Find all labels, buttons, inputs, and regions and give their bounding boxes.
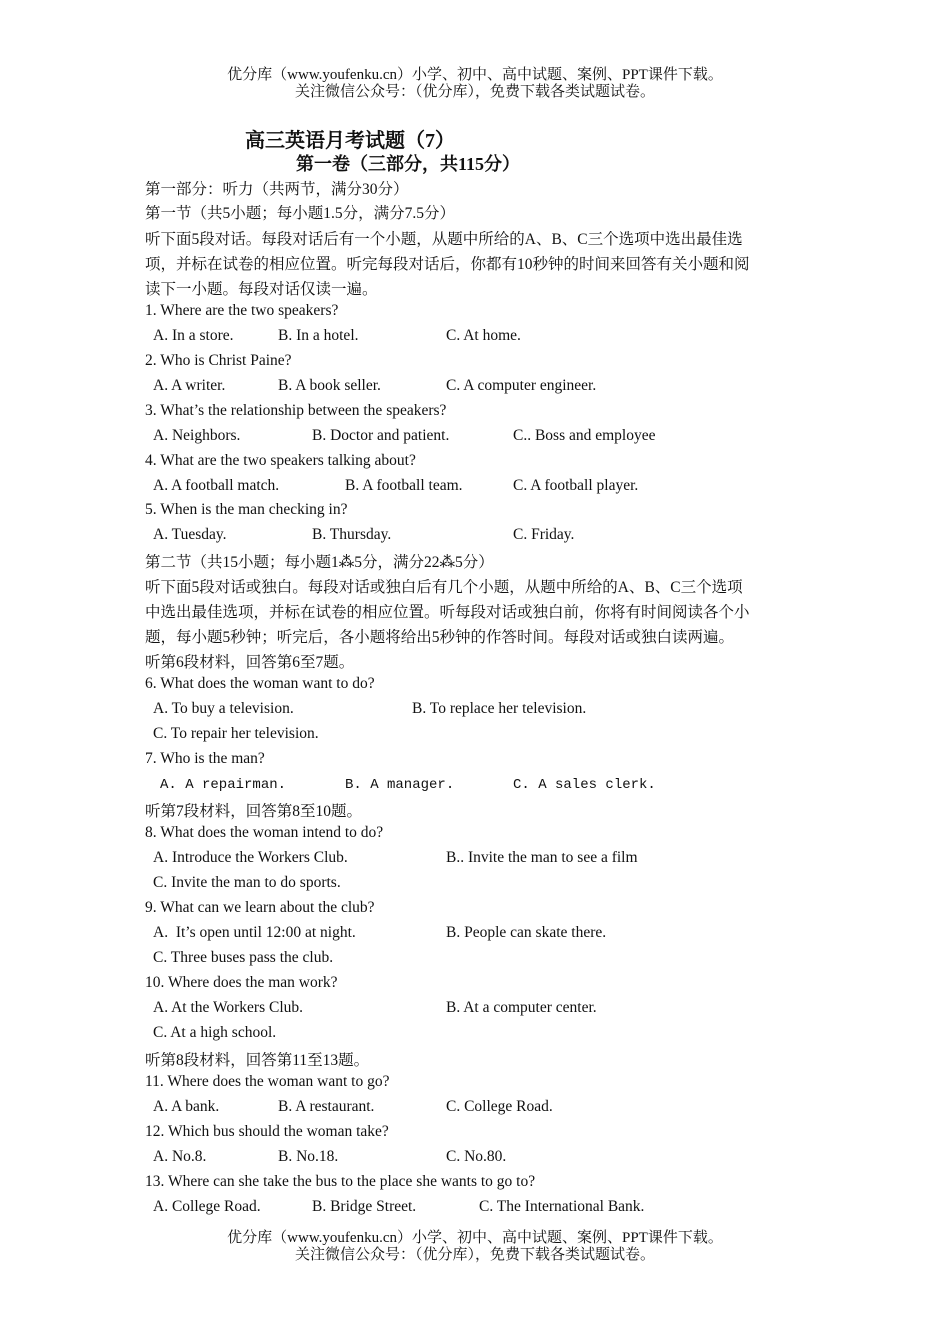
q3-option-b: B. Doctor and patient.	[312, 427, 450, 444]
question-2: 2. Who is Christ Paine?	[145, 352, 292, 369]
q3-option-c: C.. Boss and employee	[513, 427, 656, 444]
section2-instruction-3: 题，每小题5秒钟；听完后，各小题将给出5秒钟的作答时间。每段对话或独白读两遍。	[145, 629, 735, 646]
q7-option-b: B. A manager.	[345, 777, 455, 793]
q6-option-a: A. To buy a television.	[153, 700, 294, 717]
material-8-heading: 听第8段材料，回答第11至13题。	[145, 1052, 370, 1069]
q10-option-a: A. At the Workers Club.	[153, 999, 304, 1016]
q6-option-c: C. To repair her television.	[153, 725, 319, 742]
q4-option-c: C. A football player.	[513, 477, 639, 494]
q9-option-a: A. It’s open until 12:00 at night.	[153, 924, 356, 941]
q8-option-b: B.. Invite the man to see a film	[446, 849, 638, 866]
question-6: 6. What does the woman want to do?	[145, 675, 375, 692]
section1-instruction-2: 项，并标在试卷的相应位置。听完每段对话后，你都有10秒钟的时间来回答有关小题和阅	[145, 256, 750, 273]
section1-heading: 第一节（共5小题；每小题1.5分，满分7.5分）	[145, 205, 456, 222]
q13-option-a: A. College Road.	[153, 1198, 261, 1215]
q3-option-a: A. Neighbors.	[153, 427, 241, 444]
section2-instruction-2: 中选出最佳选项，并标在试卷的相应位置。听每段对话或独白前，你将有时间阅读各个小	[145, 604, 750, 621]
q12-option-c: C. No.80.	[446, 1148, 507, 1165]
q2-option-a: A. A writer.	[153, 377, 226, 394]
question-3: 3. What’s the relationship between the speakers?	[145, 402, 447, 419]
q9-option-c: C. Three buses pass the club.	[153, 949, 334, 966]
question-1: 1. Where are the two speakers?	[145, 302, 339, 319]
question-13: 13. Where can she take the bus to the place she wants to go to?	[145, 1173, 536, 1190]
q1-option-a: A. In a store.	[153, 327, 234, 344]
section2-instruction-1: 听下面5段对话或独白。每段对话或独白后有几个小题，从题中所给的A、B、C三个选项	[145, 579, 743, 596]
section2-heading: 第二节（共15小题；每小题1⁂5分，满分22⁂5分）	[145, 554, 494, 571]
q2-option-c: C. A computer engineer.	[446, 377, 597, 394]
header-line-2: 关注微信公众号：（优分库），免费下载各类试题试卷。	[294, 84, 655, 100]
q11-option-a: A. A bank.	[153, 1098, 220, 1115]
material-6-heading: 听第6段材料，回答第6至7题。	[145, 654, 355, 671]
question-9: 9. What can we learn about the club?	[145, 899, 375, 916]
q9-option-b: B. People can skate there.	[446, 924, 607, 941]
part-heading: 第一部分：听力（共两节，满分30分）	[145, 181, 409, 198]
question-7: 7. Who is the man?	[145, 750, 265, 767]
q4-option-b: B. A football team.	[345, 477, 463, 494]
q8-option-a: A. Introduce the Workers Club.	[153, 849, 348, 866]
question-11: 11. Where does the woman want to go?	[145, 1073, 390, 1090]
q5-option-b: B. Thursday.	[312, 526, 392, 543]
footer-line-2: 关注微信公众号：（优分库），免费下载各类试题试卷。	[294, 1247, 655, 1263]
q12-option-b: B. No.18.	[278, 1148, 339, 1165]
q1-option-c: C. At home.	[446, 327, 521, 344]
q12-option-a: A. No.8.	[153, 1148, 207, 1165]
q8-option-c: C. Invite the man to do sports.	[153, 874, 341, 891]
q11-option-b: B. A restaurant.	[278, 1098, 375, 1115]
footer-line-1: 优分库（www.youfenku.cn）小学、初中、高中试题、案例、PPT课件下载。	[227, 1230, 723, 1246]
page-title: 高三英语月考试题（7）	[245, 130, 455, 152]
q5-option-a: A. Tuesday.	[153, 526, 227, 543]
q7-option-c: C. A sales clerk.	[513, 777, 656, 793]
question-12: 12. Which bus should the woman take?	[145, 1123, 389, 1140]
q5-option-c: C. Friday.	[513, 526, 575, 543]
q10-option-b: B. At a computer center.	[446, 999, 597, 1016]
section1-instruction-3: 读下一小题。每段对话仅读一遍。	[145, 281, 378, 298]
q1-option-b: B. In a hotel.	[278, 327, 359, 344]
material-7-heading: 听第7段材料，回答第8至10题。	[145, 803, 363, 820]
q13-option-b: B. Bridge Street.	[312, 1198, 417, 1215]
footer	[0, 1230, 950, 1264]
header-line-1: 优分库（www.youfenku.cn）小学、初中、高中试题、案例、PPT课件下载。	[227, 67, 723, 83]
q2-option-b: B. A book seller.	[278, 377, 381, 394]
section1-instruction-1: 听下面5段对话。每段对话后有一个小题，从题中所给的A、B、C三个选项中选出最佳选	[145, 231, 743, 248]
q13-option-c: C. The International Bank.	[479, 1198, 645, 1215]
q11-option-c: C. College Road.	[446, 1098, 553, 1115]
header	[0, 67, 950, 101]
question-8: 8. What does the woman intend to do?	[145, 824, 384, 841]
question-5: 5. When is the man checking in?	[145, 501, 348, 518]
q6-option-b: B. To replace her television.	[412, 700, 587, 717]
question-10: 10. Where does the man work?	[145, 974, 338, 991]
page-subtitle: 第一卷（三部分，共115分）	[296, 154, 521, 174]
q4-option-a: A. A football match.	[153, 477, 280, 494]
question-4: 4. What are the two speakers talking about?	[145, 452, 416, 469]
q7-option-a: A. A repairman.	[160, 777, 287, 793]
q10-option-c: C. At a high school.	[153, 1024, 277, 1041]
